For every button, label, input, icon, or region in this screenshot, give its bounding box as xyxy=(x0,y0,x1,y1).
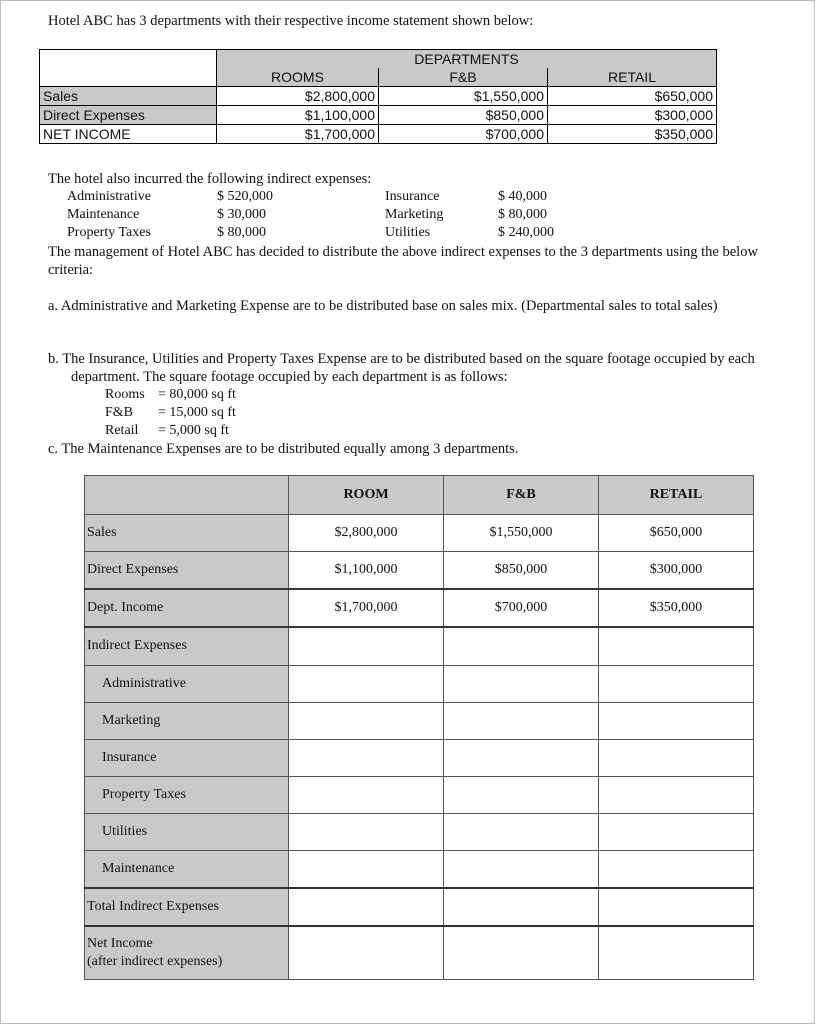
sqft-label-retail: Retail xyxy=(105,423,139,438)
input-cell[interactable] xyxy=(444,666,599,703)
row-label: Direct Expenses xyxy=(40,106,217,125)
indirect-label-property-taxes: Property Taxes xyxy=(67,225,151,240)
table-row xyxy=(85,552,754,589)
cell-value: $2,800,000 xyxy=(289,515,444,552)
indirect-label-maintenance: Maintenance xyxy=(67,207,140,222)
table-row xyxy=(85,740,754,777)
allocation-worksheet-table xyxy=(84,475,754,980)
cell-value: $650,000 xyxy=(548,87,717,106)
input-cell[interactable] xyxy=(599,777,754,814)
row-label-direct-expenses: Direct Expenses xyxy=(85,552,289,589)
row-label-property-taxes: Property Taxes xyxy=(85,777,289,814)
indirect-label-utilities: Utilities xyxy=(385,225,431,240)
row-label-total-indirect: Total Indirect Expenses xyxy=(85,888,289,926)
input-cell[interactable] xyxy=(444,888,599,926)
input-cell[interactable] xyxy=(444,851,599,888)
col-header-fb: F&B xyxy=(444,476,599,515)
cell-value: $1,550,000 xyxy=(379,87,548,106)
input-cell[interactable] xyxy=(289,926,444,980)
row-label: Sales xyxy=(40,87,217,106)
input-cell[interactable] xyxy=(289,627,444,666)
row-label-utilities: Utilities xyxy=(85,814,289,851)
input-cell[interactable] xyxy=(599,926,754,980)
cell-value: $650,000 xyxy=(599,515,754,552)
sqft-label-fb: F&B xyxy=(105,405,134,420)
criterion-c: c. The Maintenance Expenses are to be distributed equally among 3 departments. xyxy=(48,441,519,457)
corner-cell xyxy=(40,50,217,87)
row-label-indirect-expenses: Indirect Expenses xyxy=(85,627,289,666)
cell-value: $350,000 xyxy=(599,589,754,627)
net-income-sublabel: (after indirect expenses) xyxy=(87,953,223,969)
input-cell[interactable] xyxy=(599,740,754,777)
indirect-value-marketing: $ 80,000 xyxy=(498,207,547,222)
criterion-a: a. Administrative and Marketing Expense are to be distributed base on sales mix. (Departmental sales to total sales) xyxy=(48,298,718,314)
sqft-label-rooms: Rooms xyxy=(105,387,145,402)
net-income-label: Net Income xyxy=(87,935,153,951)
income-statement-table xyxy=(39,49,717,144)
intro-text: Hotel ABC has 3 departments with their respective income statement shown below: xyxy=(48,13,534,29)
col-header-fb: F&B xyxy=(379,68,548,87)
row-label-sales: Sales xyxy=(85,515,289,552)
input-cell[interactable] xyxy=(289,888,444,926)
input-cell[interactable] xyxy=(599,814,754,851)
table-row xyxy=(40,106,717,125)
row-label-dept-income: Dept. Income xyxy=(85,589,289,627)
indirect-label-marketing: Marketing xyxy=(385,207,444,222)
cell-value: $700,000 xyxy=(379,125,548,144)
indirect-heading: The hotel also incurred the following indirect expenses: xyxy=(48,171,372,187)
worksheet-header-row xyxy=(85,476,754,515)
input-cell[interactable] xyxy=(444,777,599,814)
input-cell[interactable] xyxy=(599,851,754,888)
col-header-retail: RETAIL xyxy=(599,476,754,515)
indirect-value-administrative: $ 520,000 xyxy=(217,189,273,204)
sqft-value-rooms: = 80,000 sq ft xyxy=(158,387,236,402)
table-row xyxy=(40,125,717,144)
table-row xyxy=(85,926,754,980)
cell-value: $850,000 xyxy=(444,552,599,589)
input-cell[interactable] xyxy=(599,888,754,926)
indirect-value-maintenance: $ 30,000 xyxy=(217,207,266,222)
col-header-rooms: ROOMS xyxy=(217,68,379,87)
row-label-net-income xyxy=(85,926,289,980)
table-row xyxy=(85,666,754,703)
row-label: NET INCOME xyxy=(40,125,217,144)
sqft-value-fb: = 15,000 sq ft xyxy=(158,405,236,420)
cell-value: $300,000 xyxy=(599,552,754,589)
input-cell[interactable] xyxy=(289,740,444,777)
input-cell[interactable] xyxy=(444,814,599,851)
criterion-b: b. The Insurance, Utilities and Property Taxes Expense are to be distributed based on the square footage occupied by each department. The square footage occupied by each department is as follows: xyxy=(48,351,755,385)
cell-value: $700,000 xyxy=(444,589,599,627)
input-cell[interactable] xyxy=(289,851,444,888)
cell-value: $350,000 xyxy=(548,125,717,144)
input-cell[interactable] xyxy=(444,926,599,980)
indirect-label-insurance: Insurance xyxy=(385,189,440,204)
departments-header: DEPARTMENTS xyxy=(217,50,717,69)
input-cell[interactable] xyxy=(289,666,444,703)
table-row xyxy=(85,777,754,814)
input-cell[interactable] xyxy=(289,703,444,740)
worksheet-corner-cell xyxy=(85,476,289,515)
row-label-insurance: Insurance xyxy=(85,740,289,777)
cell-value: $1,100,000 xyxy=(217,106,379,125)
indirect-value-insurance: $ 40,000 xyxy=(498,189,547,204)
cell-value: $1,700,000 xyxy=(217,125,379,144)
table-row xyxy=(85,515,754,552)
input-cell[interactable] xyxy=(289,814,444,851)
cell-value: $2,800,000 xyxy=(217,87,379,106)
cell-value: $850,000 xyxy=(379,106,548,125)
management-note: The management of Hotel ABC has decided to distribute the above indirect expenses to the 3 departments using the below criteria: xyxy=(48,244,758,278)
table-row xyxy=(85,888,754,926)
table-row xyxy=(85,703,754,740)
table-row xyxy=(85,627,754,666)
input-cell[interactable] xyxy=(599,666,754,703)
input-cell[interactable] xyxy=(599,627,754,666)
input-cell[interactable] xyxy=(444,740,599,777)
table-row xyxy=(85,814,754,851)
table-row xyxy=(85,851,754,888)
cell-value: $1,100,000 xyxy=(289,552,444,589)
indirect-value-property-taxes: $ 80,000 xyxy=(217,225,266,240)
sqft-value-retail: = 5,000 sq ft xyxy=(158,423,229,438)
input-cell[interactable] xyxy=(599,703,754,740)
indirect-value-utilities: $ 240,000 xyxy=(498,225,554,240)
indirect-label-administrative: Administrative xyxy=(67,189,151,204)
input-cell[interactable] xyxy=(444,703,599,740)
group-header-row xyxy=(40,50,717,69)
col-header-room: ROOM xyxy=(289,476,444,515)
row-label-marketing: Marketing xyxy=(85,703,289,740)
table-row xyxy=(85,589,754,627)
row-label-administrative: Administrative xyxy=(85,666,289,703)
cell-value: $300,000 xyxy=(548,106,717,125)
input-cell[interactable] xyxy=(444,627,599,666)
input-cell[interactable] xyxy=(289,777,444,814)
table-row xyxy=(40,87,717,106)
cell-value: $1,700,000 xyxy=(289,589,444,627)
col-header-retail: RETAIL xyxy=(548,68,717,87)
cell-value: $1,550,000 xyxy=(444,515,599,552)
row-label-maintenance: Maintenance xyxy=(85,851,289,888)
